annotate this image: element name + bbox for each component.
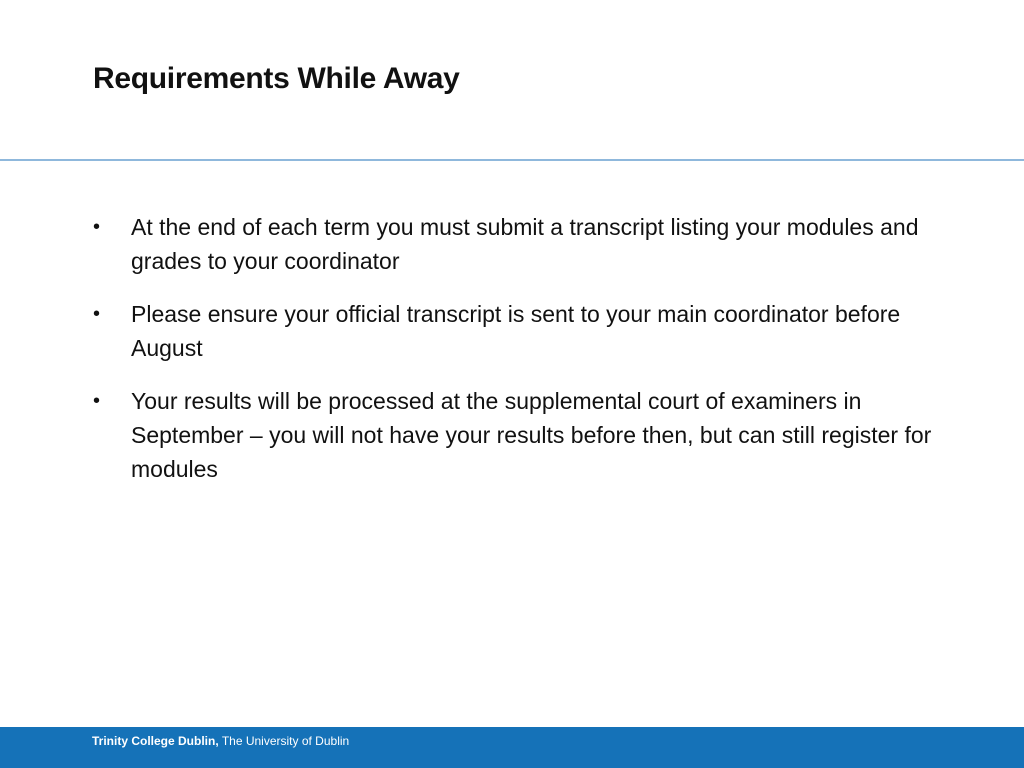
bullet-text: At the end of each term you must submit a transcript listing your modules and grades to your coordinator [131, 214, 919, 274]
bullet-item [93, 210, 943, 278]
bullet-marker: • [93, 303, 101, 325]
bullet-item [93, 297, 943, 365]
bullet-text: Your results will be processed at the supplemental court of examiners in September – you will not have your results before then, but can still register for modules [131, 388, 932, 482]
bullet-text: Please ensure your official transcript is sent to your main coordinator before August [131, 301, 901, 361]
footer-text [92, 734, 349, 748]
bullet-list [93, 210, 943, 505]
footer-institution: Trinity College Dublin, [92, 734, 219, 748]
title-divider [0, 159, 1024, 161]
slide-title: Requirements While Away [93, 62, 460, 95]
footer-subtitle: The University of Dublin [221, 734, 350, 748]
footer-bar [0, 727, 1024, 768]
bullet-item [93, 384, 943, 486]
bullet-marker: • [93, 216, 101, 238]
bullet-marker: • [93, 390, 101, 412]
